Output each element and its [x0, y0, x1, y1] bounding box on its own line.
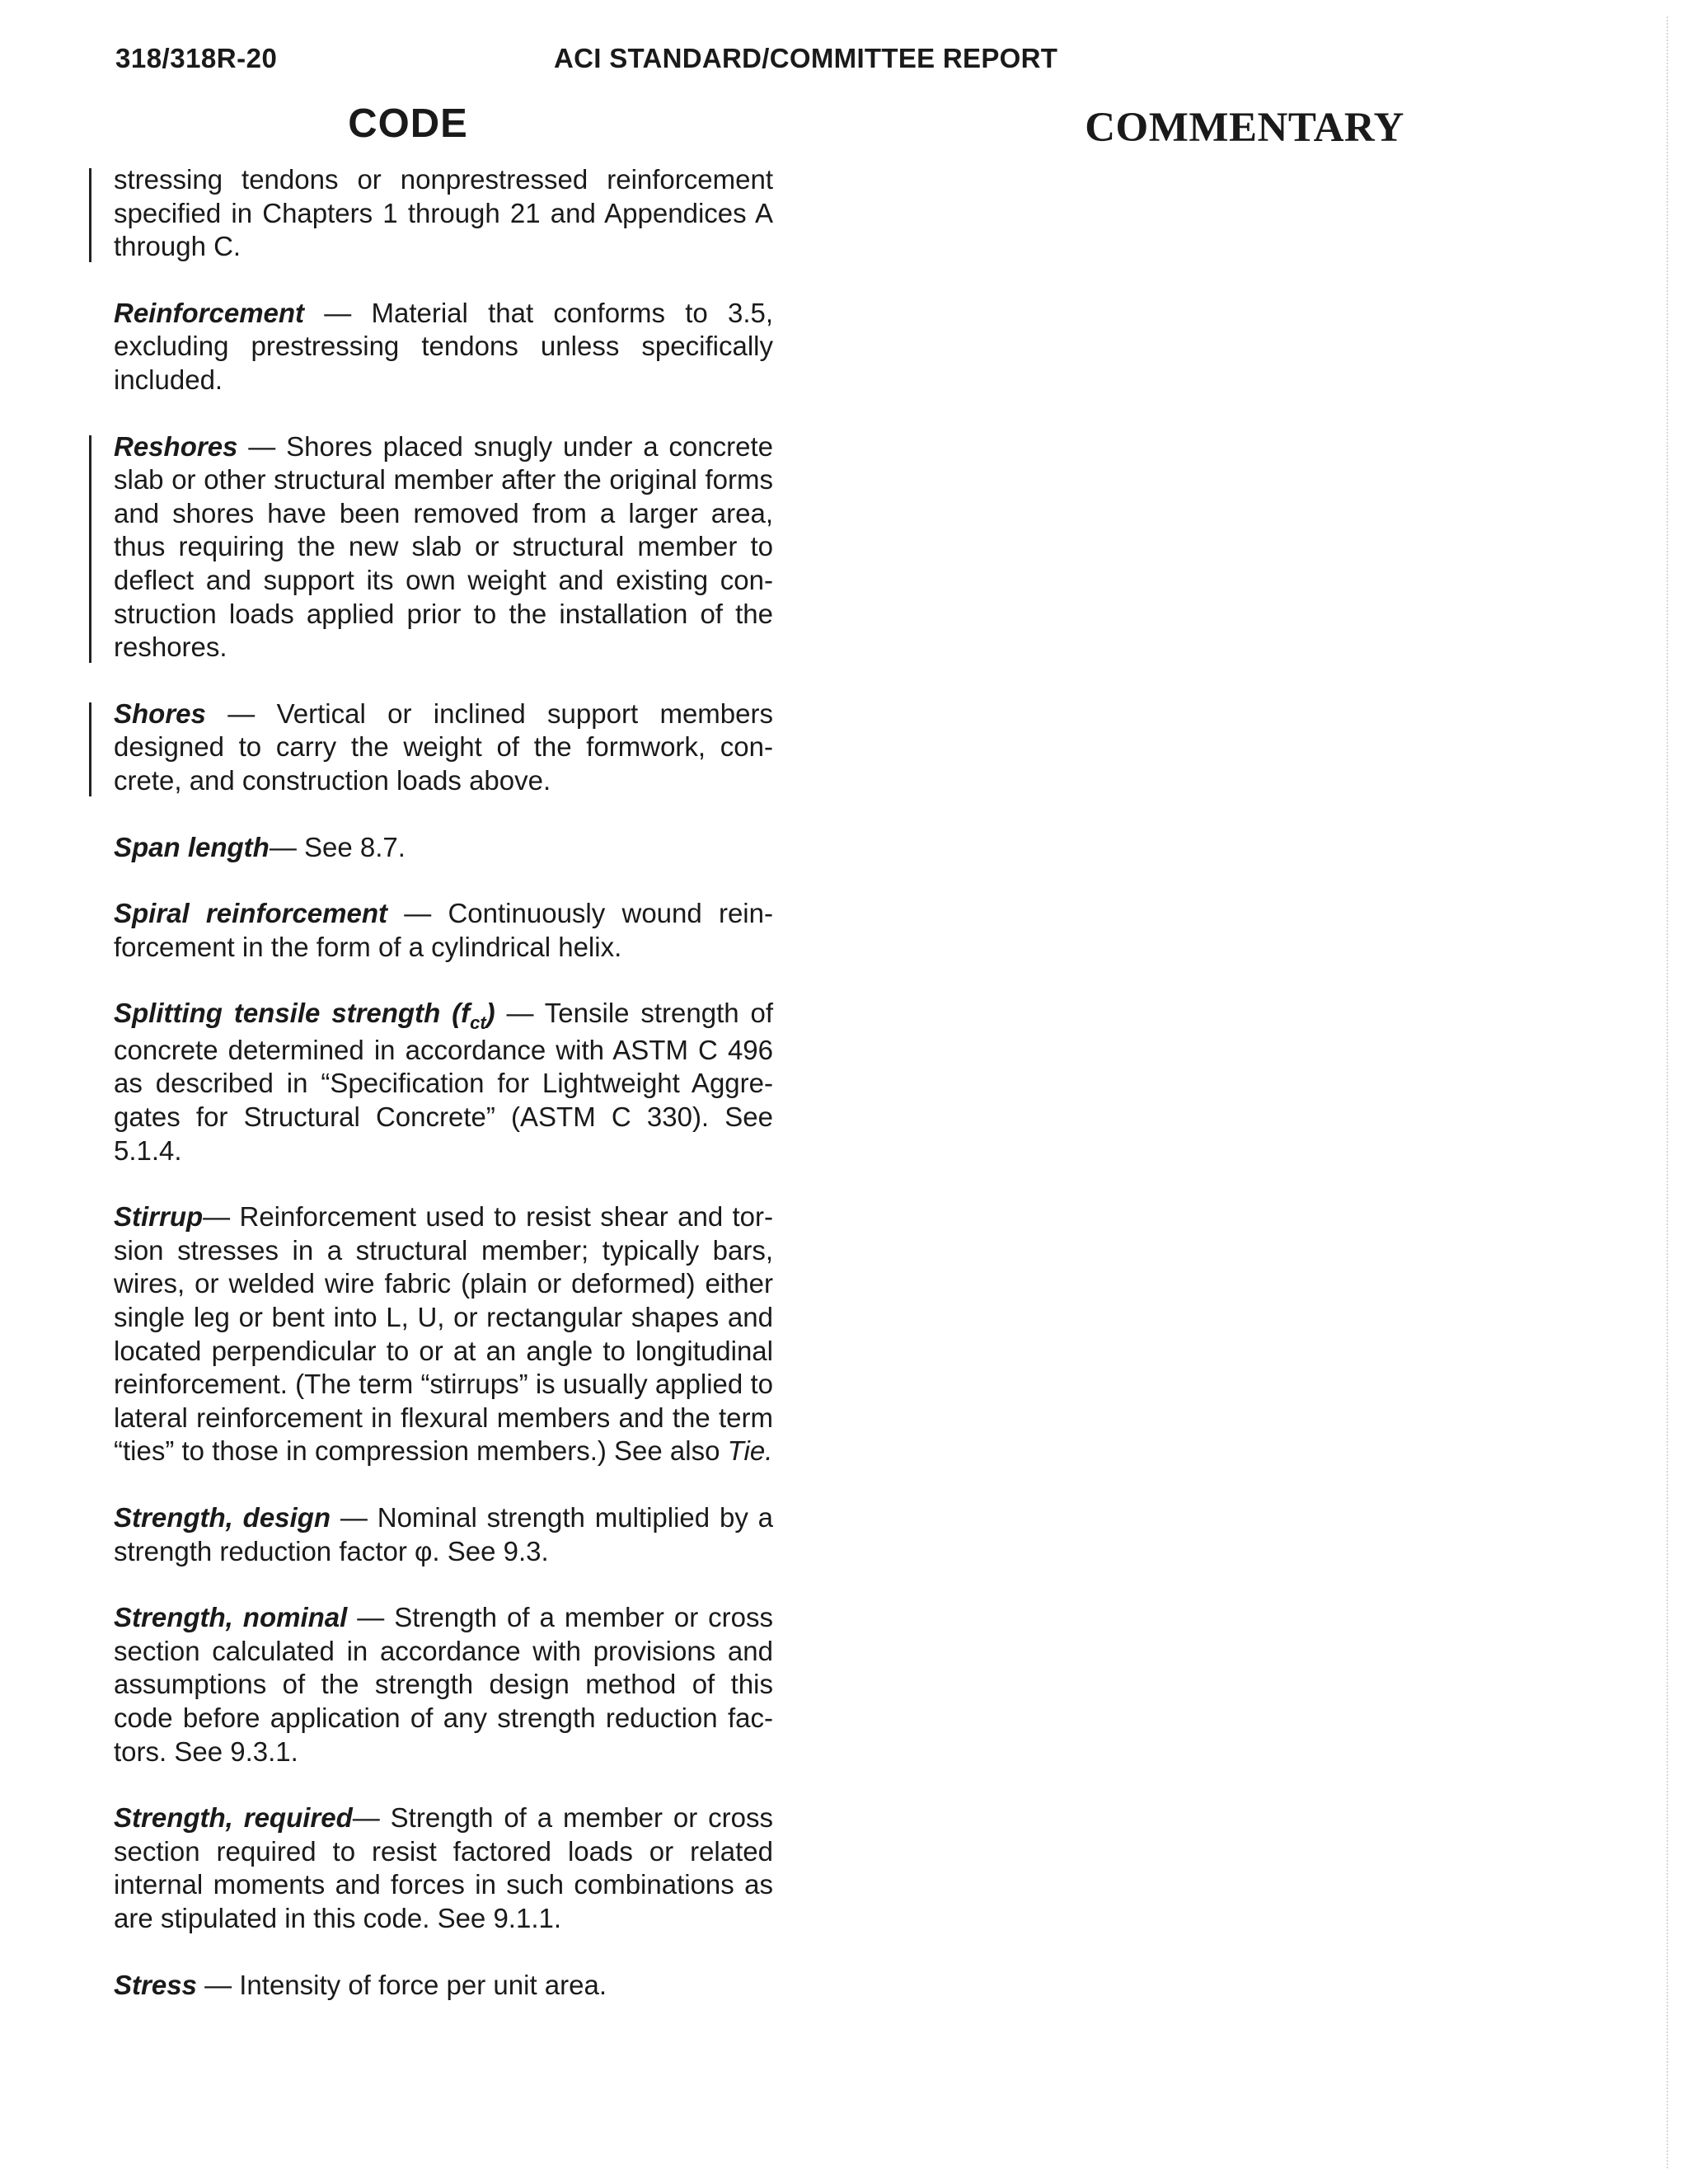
definition-text: Continuously wound reinforcement in the form of a cylindrical helix. — [114, 898, 773, 962]
entry-strength-required — [114, 1801, 773, 1935]
definition-text: Vertical or inclined support members designed to carry the weight of the formwork, concrete, and construction loads above. — [114, 697, 773, 796]
commentary-column-title: COMMENTARY — [1085, 105, 1404, 151]
definition-text: Tensile strength of concrete determined in accordance with ASTM C 496 as described in “Specification for Lightweight Aggregates for Structural Concrete” (ASTM C 330). See 5.1.4. — [114, 998, 773, 1166]
entry-reinforcement — [114, 297, 773, 397]
defined-term: Stress — [114, 1969, 197, 2000]
revision-bar — [89, 435, 91, 663]
em-dash: — — [357, 1602, 385, 1633]
revision-bar — [89, 702, 91, 796]
defined-term: Spiral reinforcement — [114, 898, 387, 929]
entry-continuation — [114, 163, 773, 264]
entry-spiral-reinforcement — [114, 897, 773, 964]
definition-text: Nominal strength multiplied by a strength reduction factor φ. See 9.3. — [114, 1502, 774, 1566]
definition-text: Shores placed snugly under a concrete slab or other structural member after the original forms and shores have been removed from a larger area, thus requiring the new slab or structural member to deflect and support its own weight and existing construction loads applied prior to the installation of the reshores. — [114, 430, 773, 663]
em-dash: — — [404, 898, 432, 929]
page-number: 318/318R-20 — [115, 43, 278, 73]
defined-term: Shores — [114, 697, 206, 729]
em-dash: — — [227, 697, 256, 729]
entry-span-length — [114, 831, 773, 865]
entry-strength-nominal — [114, 1601, 773, 1768]
defined-term: Stirrup — [114, 1201, 204, 1233]
defined-term: Reshores — [114, 430, 238, 462]
definition-text: See 8.7. — [304, 831, 406, 862]
term-symbol: f — [461, 998, 471, 1029]
cross-reference: Tie. — [727, 1435, 773, 1467]
definition-text: Strength of a member or cross section calculated in accordance with provisions and assumptions of the strength design method of this code before application of any strength reduction factors. See 9.3.1. — [114, 1602, 774, 1767]
definition-text: Reinforcement used to resist shear and torsion stresses in a structural member; typically bars, wires, or welded wire fabric (plain or deformed) either single leg or bent into L, U, or rectangular shapes and located perpendicular to or at an angle to longitudinal reinforcement. (The term “stirrups” is usually applied to lateral reinforcement in flexural members and the term “ties” to those in compression members.) See also — [114, 1201, 773, 1467]
entry-stirrup — [114, 1200, 773, 1468]
em-dash: — — [340, 1502, 368, 1533]
entry-reshores — [114, 430, 773, 665]
revision-bar — [89, 168, 91, 262]
em-dash: — — [324, 297, 352, 328]
code-column-title: CODE — [348, 101, 468, 146]
defined-term: Reinforcement — [114, 297, 305, 328]
defined-term: Strength, required — [114, 1802, 353, 1834]
entry-shores — [114, 697, 773, 798]
em-dash: — — [506, 998, 534, 1029]
defined-term: Strength, design — [114, 1502, 331, 1533]
em-dash: — — [352, 1802, 380, 1834]
em-dash: — — [269, 831, 297, 862]
definition-text: stressing tendons or nonprestressed reinforcement specified in Chapters 1 through 21 and Appendices A through C. — [114, 164, 773, 262]
entry-stress — [114, 1969, 773, 2003]
em-dash: — — [203, 1201, 231, 1233]
term-close: ) — [485, 998, 495, 1029]
defined-term — [114, 998, 495, 1034]
em-dash: — — [204, 1969, 232, 2000]
term-subscript: ct — [470, 1012, 486, 1034]
entry-strength-design — [114, 1501, 773, 1568]
definition-text: Material that conforms to 3.5, excluding prestressing tendons unless specifically included. — [114, 297, 774, 395]
defined-term: Strength, nominal — [114, 1602, 348, 1633]
page-edge-rule — [1667, 16, 1668, 2168]
entry-splitting-tensile-strength — [114, 997, 773, 1167]
definition-text: Strength of a member or cross section required to resist factored loads or related internal moments and forces in such combinations as are stipulated in this code. See 9.1.1. — [114, 1802, 773, 1933]
term-label: Splitting tensile strength ( — [114, 998, 462, 1029]
defined-term: Span length — [114, 831, 270, 862]
em-dash: — — [248, 430, 276, 462]
running-head: ACI STANDARD/COMMITTEE REPORT — [554, 43, 1058, 73]
code-column — [114, 163, 773, 2035]
definition-text: Intensity of force per unit area. — [239, 1969, 607, 2000]
